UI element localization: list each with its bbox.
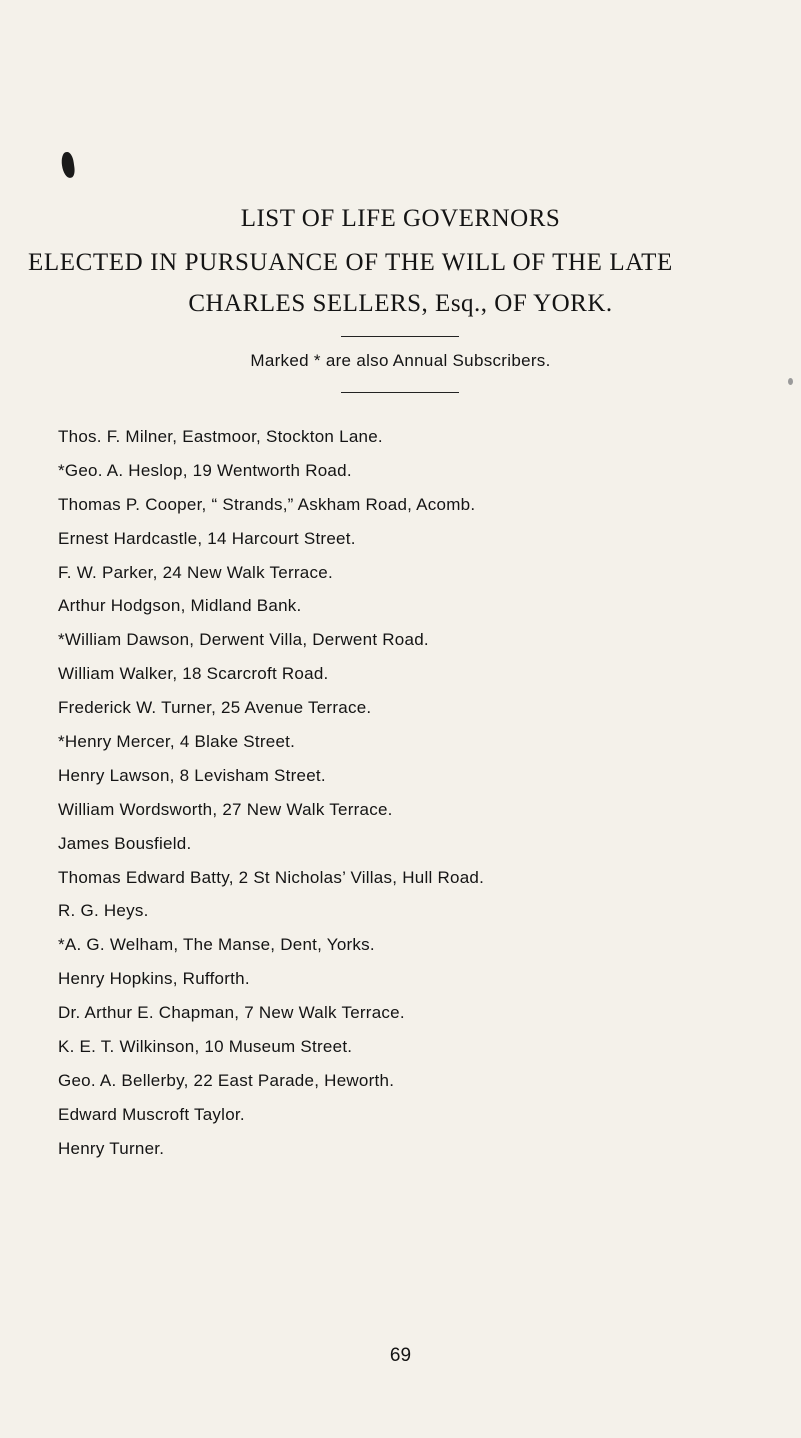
list-item: R. G. Heys. [58, 901, 149, 921]
list-item: F. W. Parker, 24 New Walk Terrace. [58, 562, 333, 582]
list-item: Henry Hopkins, Rufforth. [58, 969, 250, 989]
heading-line-3: CHARLES SELLERS, Esq., OF YORK. [188, 290, 613, 317]
list-item: K. E. T. Wilkinson, 10 Museum Street. [58, 1037, 353, 1057]
list-item: William Walker, 18 Scarcroft Road. [58, 664, 329, 684]
list-item: *William Dawson, Derwent Villa, Derwent Road. [58, 630, 429, 650]
list-item: Thos. F. Milner, Eastmoor, Stockton Lane. [58, 427, 383, 446]
list-item: Edward Muscroft Taylor. [58, 1104, 245, 1124]
page-number: 69 [389, 1345, 412, 1366]
heading-line-1: LIST OF LIFE GOVERNORS [240, 205, 561, 232]
list-item: Arthur Hodgson, Midland Bank. [58, 596, 302, 616]
divider-rule-bottom [341, 392, 459, 393]
list-item: *Geo. A. Heslop, 19 Wentworth Road. [58, 460, 352, 480]
list-item: James Bousfield. [58, 833, 192, 853]
ink-speck [788, 378, 793, 385]
governors-list [58, 420, 484, 1166]
ink-blot [60, 151, 76, 178]
list-item: Geo. A. Bellerby, 22 East Parade, Heworth. [58, 1070, 395, 1090]
list-item: Thomas P. Cooper, “ Strands,” Askham Road, Acomb. [58, 494, 476, 514]
heading-line-2: ELECTED IN PURSUANCE OF THE WILL OF THE LATE [28, 249, 673, 276]
list-item: Frederick W. Turner, 25 Avenue Terrace. [58, 698, 372, 718]
list-item: William Wordsworth, 27 New Walk Terrace. [58, 799, 393, 819]
subscriber-note: Marked * are also Annual Subscribers. [250, 351, 551, 370]
list-item: *A. G. Welham, The Manse, Dent, Yorks. [58, 935, 375, 955]
list-item: Henry Lawson, 8 Levisham Street. [58, 765, 326, 785]
divider-rule-top [341, 336, 459, 337]
list-item: Henry Turner. [58, 1138, 165, 1158]
list-item: Dr. Arthur E. Chapman, 7 New Walk Terrace. [58, 1003, 405, 1023]
list-item: Ernest Hardcastle, 14 Harcourt Street. [58, 528, 356, 548]
list-item: Thomas Edward Batty, 2 St Nicholas’ Villas, Hull Road. [58, 867, 485, 887]
list-item: *Henry Mercer, 4 Blake Street. [58, 732, 296, 752]
